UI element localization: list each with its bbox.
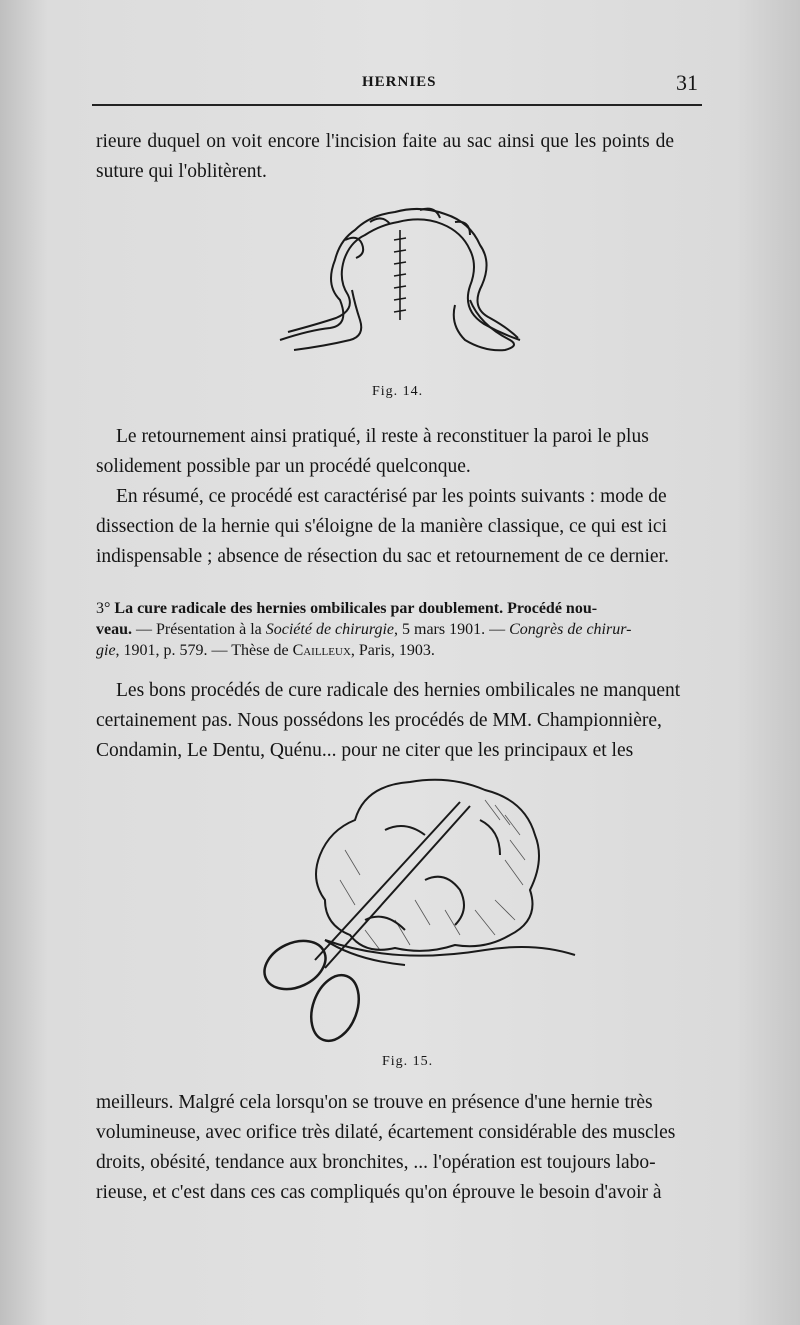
text-line: Les bons procédés de cure radicale des hernies ombilicales ne manquent bbox=[116, 680, 681, 701]
reference-line bbox=[96, 640, 716, 661]
text-line: suture qui l'oblitèrent. bbox=[96, 161, 267, 182]
reference-congress-end: gie bbox=[96, 642, 116, 659]
figure-15-caption: Fig. 15. bbox=[382, 1054, 434, 1069]
reference-text: , Paris, 1903. bbox=[350, 642, 435, 659]
paragraph bbox=[96, 1088, 718, 1208]
paragraph bbox=[96, 422, 718, 482]
reference-author: Cailleux bbox=[292, 642, 351, 659]
reference-title-end: veau. bbox=[96, 621, 132, 638]
page-number: 31 bbox=[676, 70, 698, 95]
text-line: solidement possible par un procédé quelconque. bbox=[96, 456, 471, 477]
figure-15-illustration bbox=[245, 760, 585, 1050]
text-line: Le retournement ainsi pratiqué, il reste à reconstituer la paroi le plus bbox=[116, 426, 649, 447]
text-line: rieuse, et c'est dans ces cas compliqués qu'on éprouve le besoin d'avoir à bbox=[96, 1182, 662, 1203]
running-header bbox=[92, 70, 712, 98]
reference-line bbox=[96, 619, 716, 640]
bibliographic-reference bbox=[96, 598, 716, 661]
text-line: droits, obésité, tendance aux bronchites, ... l'opération est toujours labo- bbox=[96, 1152, 656, 1173]
paragraph bbox=[96, 482, 718, 572]
paragraph-continuation bbox=[96, 127, 718, 187]
reference-text: — Présentation à la bbox=[132, 621, 266, 638]
header-rule bbox=[92, 104, 702, 106]
reference-text: , 1901, p. 579. — Thèse de bbox=[115, 642, 293, 659]
reference-line bbox=[96, 598, 716, 619]
text-line: volumineuse, avec orifice très dilaté, écartement considérable des muscles bbox=[96, 1122, 676, 1143]
reference-text: , 5 mars 1901. — bbox=[394, 621, 510, 638]
text-line: indispensable ; absence de résection du sac et retournement de ce dernier. bbox=[96, 546, 669, 567]
running-title: HERNIES bbox=[362, 74, 437, 90]
reference-title: La cure radicale des hernies ombilicales par doublement. Procédé nou- bbox=[114, 600, 598, 617]
reference-number: 3° bbox=[96, 600, 111, 617]
reference-society: Société de chirurgie bbox=[265, 621, 394, 638]
reference-congress: Congrès de chirur- bbox=[509, 621, 632, 638]
text-line: dissection de la hernie qui s'éloigne de la manière classique, ce qui est ici bbox=[96, 516, 667, 537]
text-line: certainement pas. Nous possédons les procédés de MM. Championnière, bbox=[96, 710, 662, 731]
text-line: rieure duquel on voit encore l'incision faite au sac ainsi que les points de bbox=[96, 131, 675, 152]
text-line: Condamin, Le Dentu, Quénu... pour ne citer que les principaux et les bbox=[96, 740, 634, 761]
text-line: meilleurs. Malgré cela lorsqu'on se trouve en présence d'une hernie très bbox=[96, 1092, 653, 1113]
text-line: En résumé, ce procédé est caractérisé par les points suivants : mode de bbox=[116, 486, 667, 507]
paragraph bbox=[96, 676, 718, 766]
figure-14-caption: Fig. 14. bbox=[372, 384, 424, 399]
figure-14-illustration bbox=[270, 200, 530, 360]
